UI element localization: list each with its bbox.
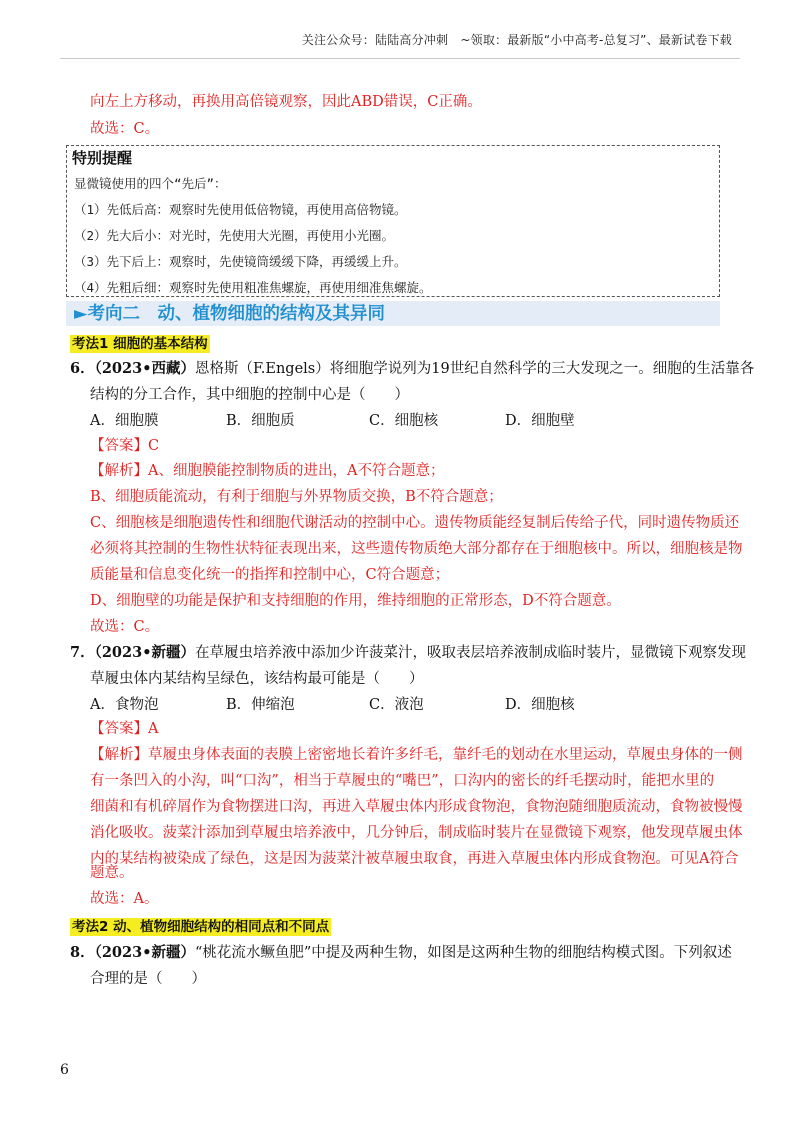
kaofa-label: 考法1 细胞的基本结构 bbox=[72, 336, 208, 352]
analysis-line: D、细胞壁的功能是保护和支持细胞的作用，维持细胞的正常形态，D不符合题意。 bbox=[90, 593, 621, 609]
question-text: 草履虫体内某结构呈绿色，该结构最可能是（ ） bbox=[90, 671, 424, 687]
tip-item: （1）先低后高：观察时先使用低倍物镜，再使用高倍物镜。 bbox=[74, 202, 407, 217]
header-divider bbox=[60, 58, 740, 59]
analysis-line: 【解析】A、细胞膜能控制物质的进出，A不符合题意； bbox=[90, 463, 445, 479]
question-source: （2023•西藏） bbox=[94, 360, 195, 377]
analysis-line: B、细胞质能流动，有利于细胞与外界物质交换，B不符合题意； bbox=[90, 489, 503, 505]
page-number: 6 bbox=[60, 1062, 69, 1078]
option-a: A．食物泡 bbox=[90, 697, 159, 713]
question-text: “桃花流水鳜鱼肥”中提及两种生物，如图是这两种生物的细胞结构模式图。下列叙述 bbox=[194, 945, 732, 961]
section-title: ►考向二 动、植物细胞的结构及其异同 bbox=[74, 304, 385, 324]
tip-intro: 显微镜使用的四个“先后”： bbox=[74, 176, 227, 191]
tip-title: 特别提醒 bbox=[72, 149, 133, 167]
question-number: 8． bbox=[70, 944, 95, 961]
question-6-stem bbox=[70, 356, 754, 382]
kaofa-label: 考法2 动、植物细胞结构的相同点和不同点 bbox=[72, 919, 330, 935]
analysis-line: 必须将其控制的生物性状特征表现出来，这些遗传物质绝大部分都存在于细胞核中。所以，细胞核是物 bbox=[90, 541, 743, 557]
option-a: A．细胞膜 bbox=[90, 413, 159, 429]
tip-item: （2）先大后小：对光时，先使用大光圈，再使用小光圈。 bbox=[74, 228, 395, 243]
question-source: （2023•新疆） bbox=[94, 944, 195, 961]
question-8-stem bbox=[70, 940, 732, 966]
question-number: 7． bbox=[70, 644, 95, 661]
question-text: 结构的分工合作，其中细胞的控制中心是（ ） bbox=[90, 387, 409, 403]
option-d: D．细胞核 bbox=[505, 697, 575, 713]
option-b: B．细胞质 bbox=[226, 413, 295, 429]
analysis-line: 消化吸收。菠菜汁添加到草履虫培养液中，几分钟后，制成临时装片在显微镜下观察，他发现草履虫体 bbox=[90, 825, 743, 841]
option-b: B．伸缩泡 bbox=[226, 697, 295, 713]
analysis-line: 细菌和有机碎屑作为食物摆进口沟，再进入草履虫体内形成食物泡，食物泡随细胞质流动，食物被慢慢 bbox=[90, 799, 743, 815]
analysis-line: 质能量和信息变化统一的指挥和控制中心，C符合题意； bbox=[90, 567, 450, 583]
question-number: 6． bbox=[70, 360, 95, 377]
option-d: D．细胞壁 bbox=[505, 413, 575, 429]
question-text: 合理的是（ ） bbox=[90, 971, 206, 987]
analysis-line: 内的某结构被染成了绿色，这是因为菠菜汁被草履虫取食，再进入草履虫体内形成食物泡。可见A符合 bbox=[90, 851, 739, 867]
conclusion: 故选：A。 bbox=[90, 891, 159, 907]
page-header: 关注公众号：陆陆高分冲刺 ~领取：最新版“小中高考-总复习”、最新试卷下载 bbox=[301, 33, 732, 47]
tip-item: （3）先下后上：观察时，先使镜筒缓缓下降，再缓缓上升。 bbox=[74, 254, 407, 269]
option-c: C．细胞核 bbox=[369, 413, 439, 429]
answer: 【答案】A bbox=[90, 721, 159, 737]
analysis-line: C、细胞核是细胞遗传性和细胞代谢活动的控制中心。遗传物质能经复制后传给子代，同时遗传物质还 bbox=[90, 515, 740, 531]
question-source: （2023•新疆） bbox=[94, 644, 195, 661]
analysis-line: 题意。 bbox=[90, 865, 134, 881]
prev-conclusion: 故选：C。 bbox=[90, 121, 160, 137]
analysis-line: 有一条凹入的小沟，叫“口沟”，相当于草履虫的“嘴巴”，口沟内的密长的纤毛摆动时，能把水里的 bbox=[90, 773, 715, 789]
question-text: 在草履虫培养液中添加少许菠菜汁，吸取表层培养液制成临时装片，显微镜下观察发现 bbox=[194, 645, 746, 661]
tip-item: （4）先粗后细：观察时先使用粗准焦螺旋，再使用细准焦螺旋。 bbox=[74, 280, 432, 295]
prev-analysis-line: 向左上方移动，再换用高倍镜观察，因此ABD错误，C正确。 bbox=[90, 94, 482, 110]
answer: 【答案】C bbox=[90, 438, 160, 454]
option-c: C．液泡 bbox=[369, 697, 424, 713]
tip-box bbox=[66, 145, 720, 297]
analysis-line: 【解析】草履虫身体表面的表膜上密密地长着许多纤毛，靠纤毛的划动在水里运动，草履虫身体的一侧 bbox=[90, 747, 743, 763]
question-7-stem bbox=[70, 640, 746, 666]
question-text: 恩格斯（F.Engels）将细胞学说列为19世纪自然科学的三大发现之一。细胞的生活靠各 bbox=[194, 361, 755, 377]
conclusion: 故选：C。 bbox=[90, 619, 160, 635]
